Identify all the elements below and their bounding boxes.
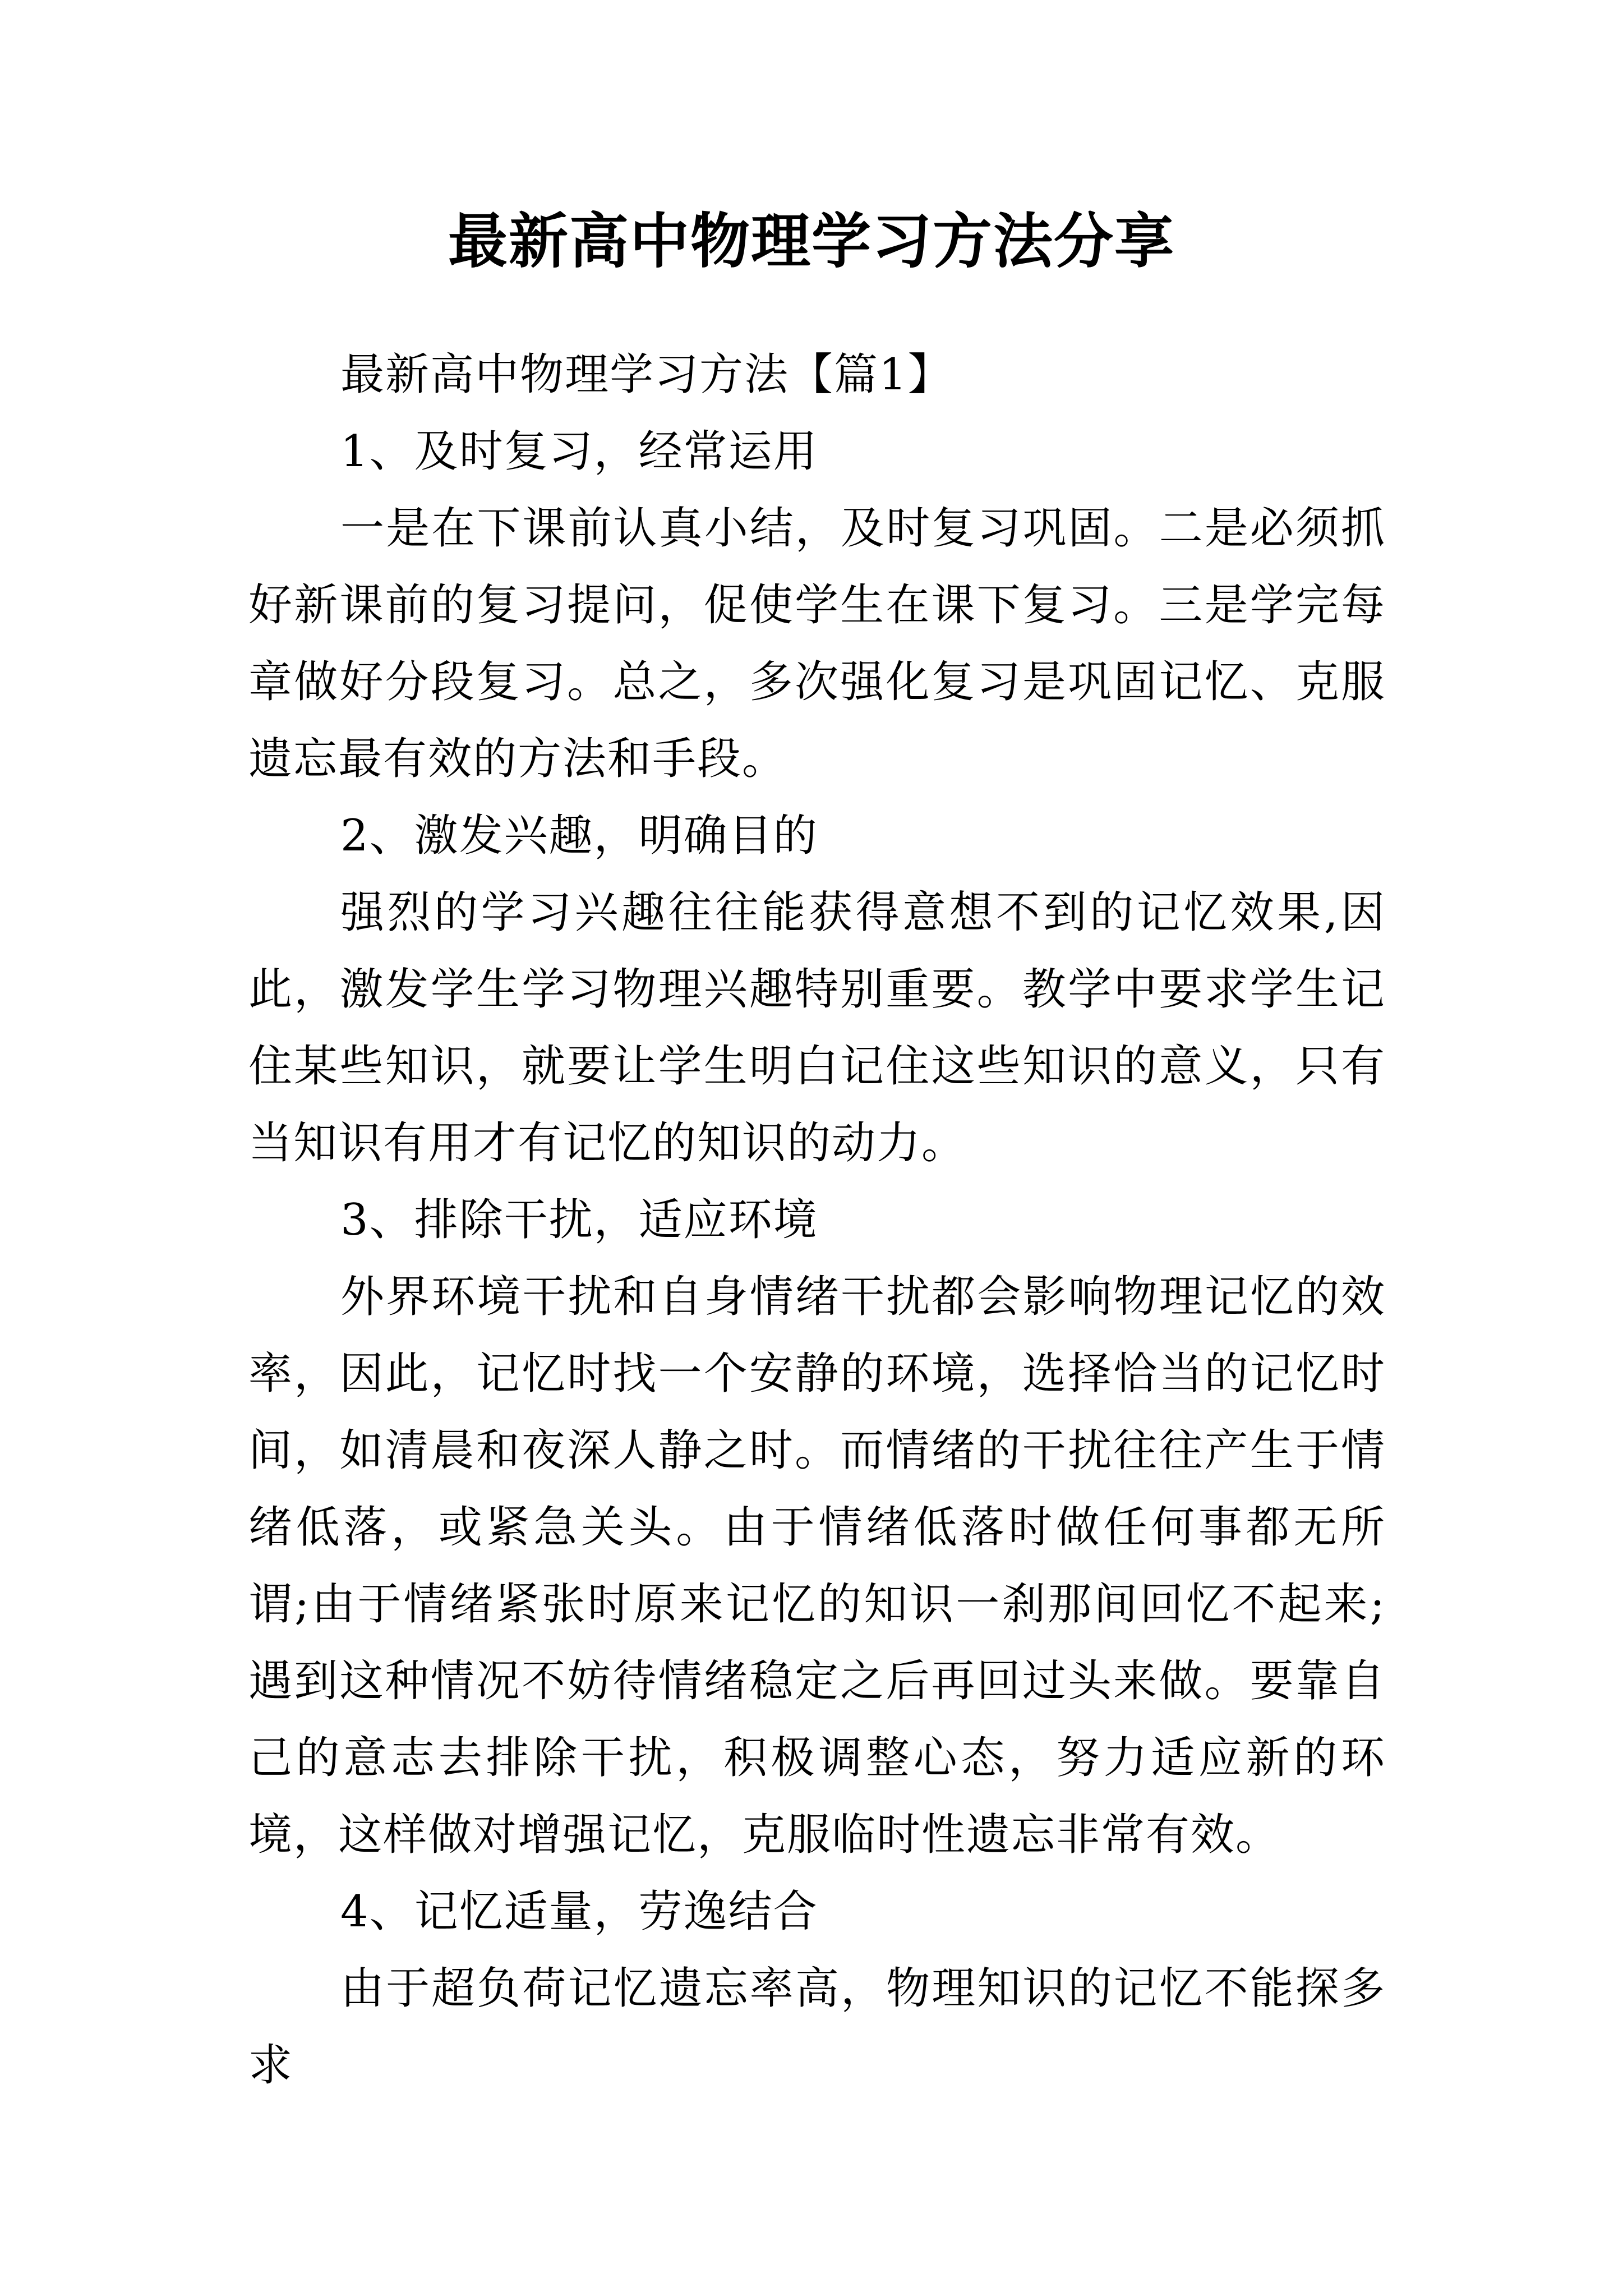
paragraph-environment: 外界环境干扰和自身情绪干扰都会影响物理记忆的效率，因此，记忆时找一个安静的环境，选择恰当的记忆时间，如清晨和夜深人静之时。而情绪的干扰往往产生于情绪低落，或紧急关头。由于情绪低落时做任何事都无所谓;由于情绪紧张时原来记忆的知识一刹那间回忆不起来;遇到这种情况不妨待情绪稳定之后再回过头来做。要靠自己的意志去排除干扰，积极调整心态，努力适应新的环境，这样做对增强记忆，克服临时性遗忘非常有效。 bbox=[248, 1272, 1386, 1860]
document-title: 最新高中物理学习方法分享 bbox=[448, 206, 1175, 276]
paragraph-balance: 由于超负荷记忆遗忘率高，物理知识的记忆不能探多求 bbox=[248, 1963, 1386, 2091]
section-heading-1: 最新高中物理学习方法【篇1】 bbox=[340, 349, 953, 400]
paragraph-interest: 强烈的学习兴趣往往能获得意想不到的记忆效果,因此，激发学生学习物理兴趣特别重要。教学中要求学生记住某些知识，就要让学生明白记住这些知识的意义，只有当知识有用才有记忆的知识的动力。 bbox=[248, 887, 1386, 1168]
paragraph-review: 一是在下课前认真小结，及时复习巩固。二是必须抓好新课前的复习提问，促使学生在课下复习。三是学完每章做好分段复习。总之，多次强化复习是巩固记忆、克服遗忘最有效的方法和手段。 bbox=[248, 503, 1386, 784]
subheading-balance: 4、记忆适量，劳逸结合 bbox=[340, 1887, 818, 1937]
subheading-interest: 2、激发兴趣，明确目的 bbox=[340, 811, 818, 861]
document-body bbox=[248, 337, 1386, 2104]
subheading-review: 1、及时复习，经常运用 bbox=[340, 426, 818, 477]
subheading-environment: 3、排除干扰，适应环境 bbox=[340, 1195, 818, 1245]
